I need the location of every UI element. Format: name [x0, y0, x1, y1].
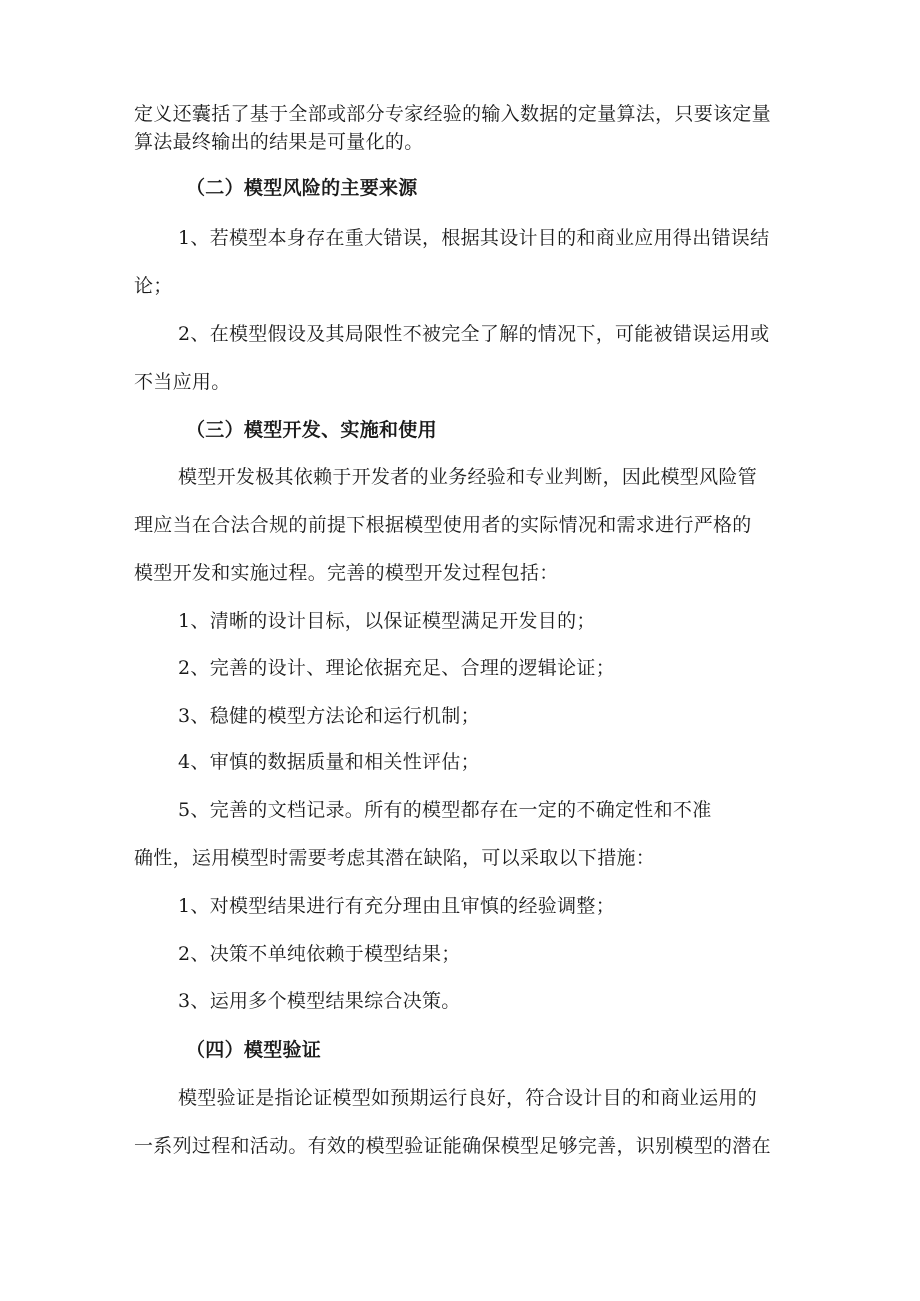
paragraph-line: 一系列过程和活动。有效的模型验证能确保模型足够完善，识别模型的潜在 — [134, 1135, 771, 1157]
paragraph-line: 模型验证是指论证模型如预期运行良好，符合设计目的和商业运用的 — [178, 1087, 758, 1109]
paragraph-line: 模型开发极其依赖于开发者的业务经验和专业判断，因此模型风险管 — [178, 466, 758, 488]
section-heading: （二）模型风险的主要来源 — [186, 177, 418, 199]
list-item: 2、决策不单纯依赖于模型结果； — [178, 943, 461, 965]
paragraph-line: 论； — [134, 275, 173, 297]
section-heading: （三）模型开发、实施和使用 — [186, 419, 437, 441]
list-item: 1、清晰的设计目标，以保证模型满足开发目的； — [178, 610, 596, 632]
list-item: 5、完善的文档记录。所有的模型都存在一定的不确定性和不准 — [178, 799, 712, 821]
paragraph-line: 理应当在合法合规的前提下根据模型使用者的实际情况和需求进行严格的 — [134, 514, 752, 536]
section-heading: （四）模型验证 — [186, 1039, 322, 1061]
list-item: 1、若模型本身存在重大错误，根据其设计目的和商业应用得出错误结 — [178, 227, 770, 249]
list-item: 3、稳健的模型方法论和运行机制； — [178, 705, 480, 727]
list-item: 3、运用多个模型结果综合决策。 — [178, 990, 461, 1012]
paragraph-line: 确性，运用模型时需要考虑其潜在缺陷，可以采取以下措施： — [134, 847, 656, 869]
paragraph-line: 算法最终输出的结果是可量化的。 — [134, 131, 424, 153]
list-item: 4、审慎的数据质量和相关性评估； — [178, 751, 480, 773]
list-item: 2、完善的设计、理论依据充足、合理的逻辑论证； — [178, 657, 615, 679]
paragraph-line: 模型开发和实施过程。完善的模型开发过程包括： — [134, 562, 559, 584]
paragraph-line: 不当应用。 — [134, 371, 231, 393]
list-item: 2、在模型假设及其局限性不被完全了解的情况下，可能被错误运用或 — [178, 323, 770, 345]
list-item: 1、对模型结果进行有充分理由且审慎的经验调整； — [178, 895, 615, 917]
paragraph-line: 定义还囊括了基于全部或部分专家经验的输入数据的定量算法，只要该定量 — [134, 103, 771, 125]
